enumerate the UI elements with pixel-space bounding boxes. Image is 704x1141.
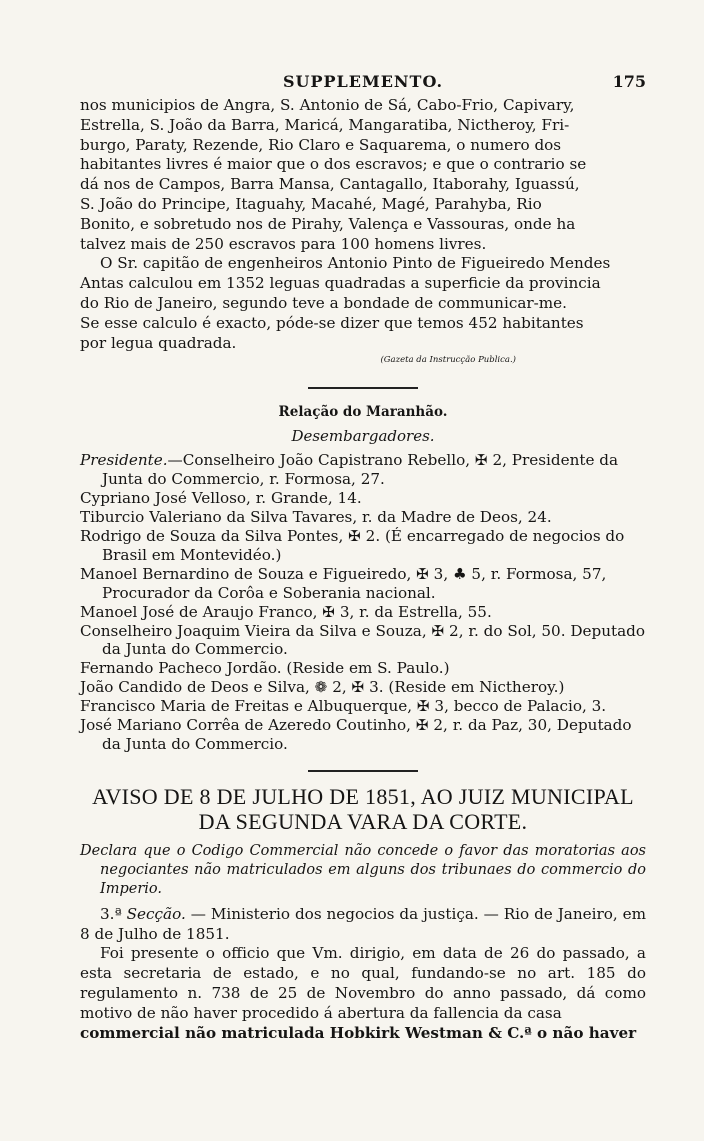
aviso-headline-line-1: AVISO DE 8 DE JULHO DE 1851, AO JUIZ MUNICIPAL — [92, 783, 634, 809]
list-item — [80, 451, 646, 489]
census-line: habitantes livres é maior que o dos escravos; e que o contrario se — [80, 155, 587, 174]
page-content — [80, 96, 646, 1043]
census-line: S. João do Principe, Itaguahy, Macahé, Magé, Parahyba, Rio — [80, 194, 542, 213]
entry-text: —Conselheiro João Capistrano Rebello, ✠ 2, Presidente da Junta do Commercio, r. Formosa, 27. — [102, 451, 619, 489]
census-line: dá nos de Campos, Barra Mansa, Cantagallo, Itaborahy, Iguassú, — [80, 175, 580, 194]
census-line: por legua quadrada. — [80, 333, 237, 352]
source-citation: (Gazeta da Instrucção Publica.) — [380, 355, 516, 366]
entry-text: Manoel Bernardino de Souza e Figueiredo, ✠ 3, ♣ 5, r. Formosa, 57, Procurador da Corôa e Soberania nacional. — [80, 564, 607, 602]
list-item — [80, 659, 646, 678]
entry-text: Manoel José de Araujo Franco, ✠ 3, r. da Estrella, 55. — [80, 602, 492, 621]
census-line: O Sr. capitão de engenheiros Antonio Pinto de Figueiredo Mendes — [100, 254, 611, 273]
census-line: Bonito, e sobretudo nos de Pirahy, Valença e Vassouras, onde ha — [80, 214, 576, 233]
census-line: talvez mais de 250 escravos para 100 homens livres. — [80, 234, 487, 253]
list-item — [80, 622, 646, 660]
list-item — [80, 527, 646, 565]
list-item — [80, 603, 646, 622]
census-line: burgo, Paraty, Rezende, Rio Claro e Saquarema, o numero dos — [80, 135, 562, 154]
census-line: do Rio de Janeiro, segundo teve a bondade de communicar-me. — [80, 293, 567, 312]
entry-text: Cypriano José Velloso, r. Grande, 14. — [80, 489, 362, 508]
census-paragraph-2 — [80, 254, 646, 353]
list-item — [80, 716, 646, 754]
page-number: 175 — [612, 72, 646, 91]
running-header — [80, 72, 646, 98]
desembargadores-list — [80, 451, 646, 754]
section-divider — [308, 770, 418, 772]
list-item — [80, 565, 646, 603]
entry-lead: Presidente. — [80, 451, 168, 470]
aviso-body: Foi presente o officio que Vm. dirigio, em data de 26 do passado, a esta secretaria de estado, e no qual, fundando-se no art. 185 do regulamento n. 738 de 25 de Novembro do anno passado, dá como motivo de não haver procedido á abertura da fallencia da casa — [80, 944, 646, 1022]
dateline-text: — Ministerio dos negocios da justiça. — Rio de Janeiro, em 8 de Julho de 1851. — [80, 904, 647, 943]
aviso-summary: Declara que o Codigo Commercial não concede o favor das moratorias aos negociantes não matriculados em alguns dos tribunaes do commercio do Imperio. — [80, 842, 646, 897]
aviso-dateline — [80, 905, 646, 945]
census-line: Antas calculou em 1352 leguas quadradas a superficie da provincia — [80, 274, 601, 293]
section-divider — [308, 387, 418, 389]
census-paragraph-1 — [80, 96, 646, 254]
census-line: Se esse calculo é exacto, póde-se dizer que temos 452 habitantes — [80, 313, 584, 332]
list-item — [80, 489, 646, 508]
running-title: SUPPLEMENTO. — [282, 72, 444, 91]
aviso-body-last-line: commercial não matriculada Hobkirk Westman & C.ª o não haver — [80, 1023, 637, 1042]
entry-text: Conselheiro Joaquim Vieira da Silva e Souza, ✠ 2, r. do Sol, 50. Deputado da Junta do Commercio. — [80, 621, 646, 659]
entry-text: José Mariano Corrêa de Azeredo Coutinho, ✠ 2, r. da Paz, 30, Deputado da Junta do Commercio. — [80, 716, 632, 753]
relacao-title: Relação do Maranhão. — [278, 404, 448, 421]
relacao-subtitle: Desembargadores. — [291, 427, 435, 446]
section-number: 3.ª — [100, 904, 122, 923]
list-item — [80, 678, 646, 697]
entry-text: Tiburcio Valeriano da Silva Tavares, r. da Madre de Deos, 24. — [80, 508, 552, 527]
entry-text: João Candido de Deos e Silva, ❁ 2, ✠ 3. (Reside em Nictheroy.) — [80, 678, 565, 697]
entry-text: Rodrigo de Souza da Silva Pontes, ✠ 2. (É encarregado de negocios do Brasil em Montevidéo.) — [80, 526, 625, 564]
list-item — [80, 697, 646, 716]
section-label: Secção. — [126, 904, 186, 923]
list-item — [80, 508, 646, 527]
entry-text: Francisco Maria de Freitas e Albuquerque, ✠ 3, becco de Palacio, 3. — [80, 697, 607, 716]
aviso-headline-line-2: DA SEGUNDA VARA DA CORTE. — [198, 808, 528, 834]
census-line: nos municipios de Angra, S. Antonio de Sá, Cabo-Frio, Capivary, — [80, 96, 575, 114]
entry-text: Fernando Pacheco Jordão. (Reside em S. Paulo.) — [80, 659, 450, 678]
census-line: Estrella, S. João da Barra, Maricá, Mangaratiba, Nictheroy, Fri- — [80, 115, 570, 134]
